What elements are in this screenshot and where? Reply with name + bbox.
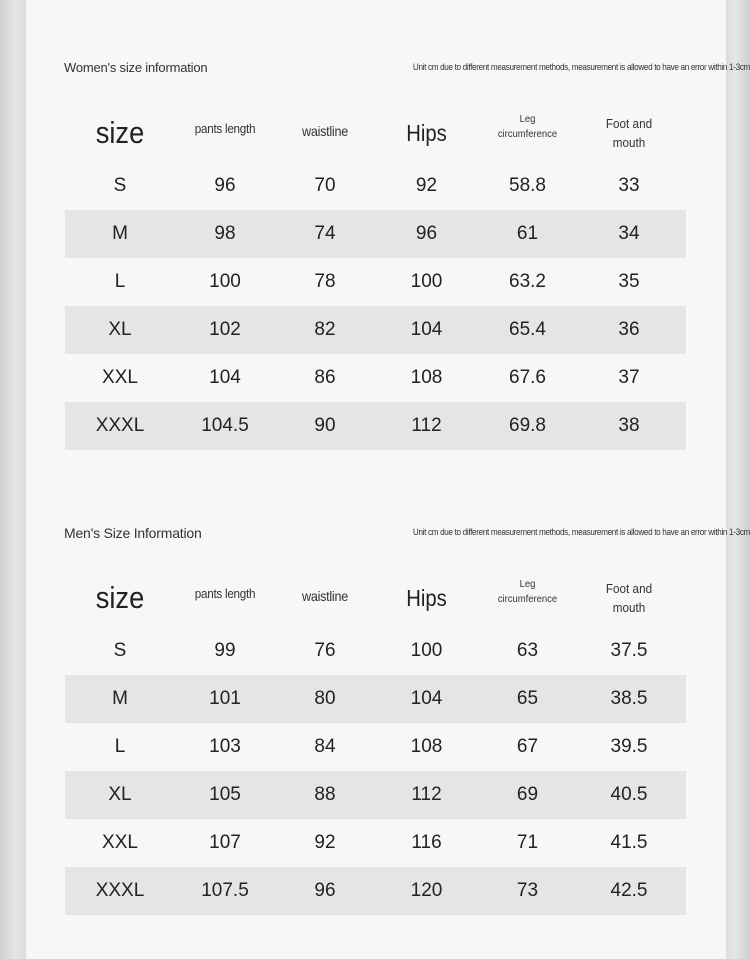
cell-hips: 100 — [410, 640, 443, 661]
cell-pants-length: 105 — [209, 784, 241, 805]
cell-waistline: 84 — [314, 736, 336, 757]
cell-leg-circumference: 63 — [516, 640, 539, 661]
women-measurement-note: Unit cm due to different measurement methods, measurement is allowed to have an error within 1-3cm — [412, 62, 750, 73]
cell-leg-circumference: 65.4 — [509, 319, 546, 340]
cell-foot-and-mouth: 39.5 — [610, 736, 648, 757]
cell-pants-length: 98 — [214, 223, 236, 244]
cell-hips: 104 — [410, 319, 443, 340]
cell-size: S — [113, 175, 127, 196]
cell-size: XXL — [102, 367, 138, 388]
header-waistline: waistline — [302, 588, 348, 604]
cell-size: L — [114, 271, 126, 292]
cell-size: XL — [108, 784, 132, 805]
cell-pants-length: 104 — [209, 367, 241, 388]
cell-foot-and-mouth: 35 — [618, 271, 640, 292]
cell-size: XXL — [102, 832, 138, 853]
table-row — [65, 306, 686, 354]
header-foot-and-mouth: Foot and mouth — [605, 116, 653, 150]
cell-pants-length: 101 — [209, 688, 241, 709]
cell-waistline: 82 — [314, 319, 336, 340]
cell-leg-circumference: 71 — [516, 832, 539, 853]
cell-waistline: 78 — [314, 271, 336, 292]
cell-waistline: 76 — [314, 640, 336, 661]
cell-leg-circumference: 63.2 — [509, 271, 546, 292]
men-section-title: Men's Size Information — [64, 525, 202, 541]
cell-hips: 112 — [411, 415, 442, 436]
cell-foot-and-mouth: 37.5 — [610, 640, 648, 661]
cell-waistline: 90 — [314, 415, 336, 436]
table-row — [65, 210, 686, 258]
cell-size: L — [114, 736, 126, 757]
cell-foot-and-mouth: 40.5 — [610, 784, 648, 805]
cell-pants-length: 96 — [214, 175, 236, 196]
cell-pants-length: 102 — [209, 319, 241, 340]
cell-waistline: 92 — [314, 832, 336, 853]
header-foot-and-mouth: Foot and mouth — [605, 581, 653, 615]
header-pants-length: pants length — [194, 120, 256, 136]
cell-leg-circumference: 69 — [516, 784, 539, 805]
cell-pants-length: 103 — [209, 736, 241, 757]
cell-pants-length: 107 — [209, 832, 241, 853]
size-chart-sheet — [26, 0, 750, 959]
cell-size: M — [112, 223, 128, 244]
background-right-edge — [726, 0, 750, 959]
cell-foot-and-mouth: 36 — [618, 319, 640, 340]
cell-foot-and-mouth: 33 — [618, 175, 640, 196]
cell-pants-length: 107.5 — [201, 880, 249, 901]
cell-leg-circumference: 67.6 — [509, 367, 546, 388]
cell-hips: 100 — [410, 271, 443, 292]
cell-pants-length: 104.5 — [201, 415, 249, 436]
women-section-title: Women's size information — [64, 60, 208, 75]
cell-size: S — [113, 640, 127, 661]
header-leg-circumference: Leg circumference — [497, 578, 558, 605]
table-row — [65, 867, 686, 915]
table-row — [65, 354, 686, 402]
men-table-header-row — [65, 569, 686, 627]
cell-leg-circumference: 61 — [516, 223, 539, 244]
cell-size: XXXL — [95, 880, 145, 901]
background-left-edge — [0, 0, 26, 959]
cell-pants-length: 99 — [214, 640, 236, 661]
cell-waistline: 80 — [314, 688, 336, 709]
women-size-table — [65, 104, 686, 450]
cell-waistline: 70 — [314, 175, 336, 196]
cell-waistline: 88 — [314, 784, 336, 805]
cell-hips: 108 — [410, 367, 443, 388]
cell-hips: 96 — [415, 223, 438, 244]
header-size: size — [95, 115, 145, 150]
cell-size: XL — [108, 319, 132, 340]
cell-leg-circumference: 65 — [516, 688, 539, 709]
men-size-table — [65, 569, 686, 915]
cell-foot-and-mouth: 37 — [618, 367, 640, 388]
cell-leg-circumference: 67 — [516, 736, 539, 757]
cell-hips: 120 — [410, 880, 443, 901]
table-row — [65, 675, 686, 723]
header-hips: Hips — [406, 584, 447, 611]
cell-waistline: 96 — [314, 880, 336, 901]
table-row — [65, 402, 686, 450]
cell-leg-circumference: 69.8 — [509, 415, 546, 436]
header-hips: Hips — [406, 119, 447, 146]
cell-pants-length: 100 — [209, 271, 241, 292]
cell-foot-and-mouth: 42.5 — [610, 880, 648, 901]
cell-size: M — [112, 688, 128, 709]
cell-foot-and-mouth: 34 — [618, 223, 640, 244]
header-pants-length: pants length — [194, 585, 256, 601]
cell-hips: 112 — [411, 784, 442, 805]
cell-foot-and-mouth: 38 — [618, 415, 640, 436]
cell-leg-circumference: 58.8 — [509, 175, 546, 196]
table-row — [65, 723, 686, 771]
women-section-header — [64, 60, 750, 80]
men-section-header — [64, 525, 750, 545]
cell-foot-and-mouth: 41.5 — [610, 832, 648, 853]
header-size: size — [95, 580, 145, 615]
cell-hips: 104 — [410, 688, 443, 709]
cell-hips: 92 — [415, 175, 438, 196]
header-leg-circumference: Leg circumference — [497, 113, 558, 140]
cell-size: XXXL — [95, 415, 145, 436]
table-row — [65, 162, 686, 210]
cell-hips: 108 — [410, 736, 443, 757]
table-row — [65, 819, 686, 867]
cell-waistline: 74 — [314, 223, 336, 244]
men-measurement-note: Unit cm due to different measurement methods, measurement is allowed to have an error within 1-3cm — [412, 527, 750, 538]
header-waistline: waistline — [302, 123, 348, 139]
table-row — [65, 258, 686, 306]
table-row — [65, 627, 686, 675]
cell-foot-and-mouth: 38.5 — [610, 688, 648, 709]
women-table-header-row — [65, 104, 686, 162]
cell-waistline: 86 — [314, 367, 336, 388]
cell-hips: 116 — [411, 832, 442, 853]
cell-leg-circumference: 73 — [516, 880, 539, 901]
table-row — [65, 771, 686, 819]
